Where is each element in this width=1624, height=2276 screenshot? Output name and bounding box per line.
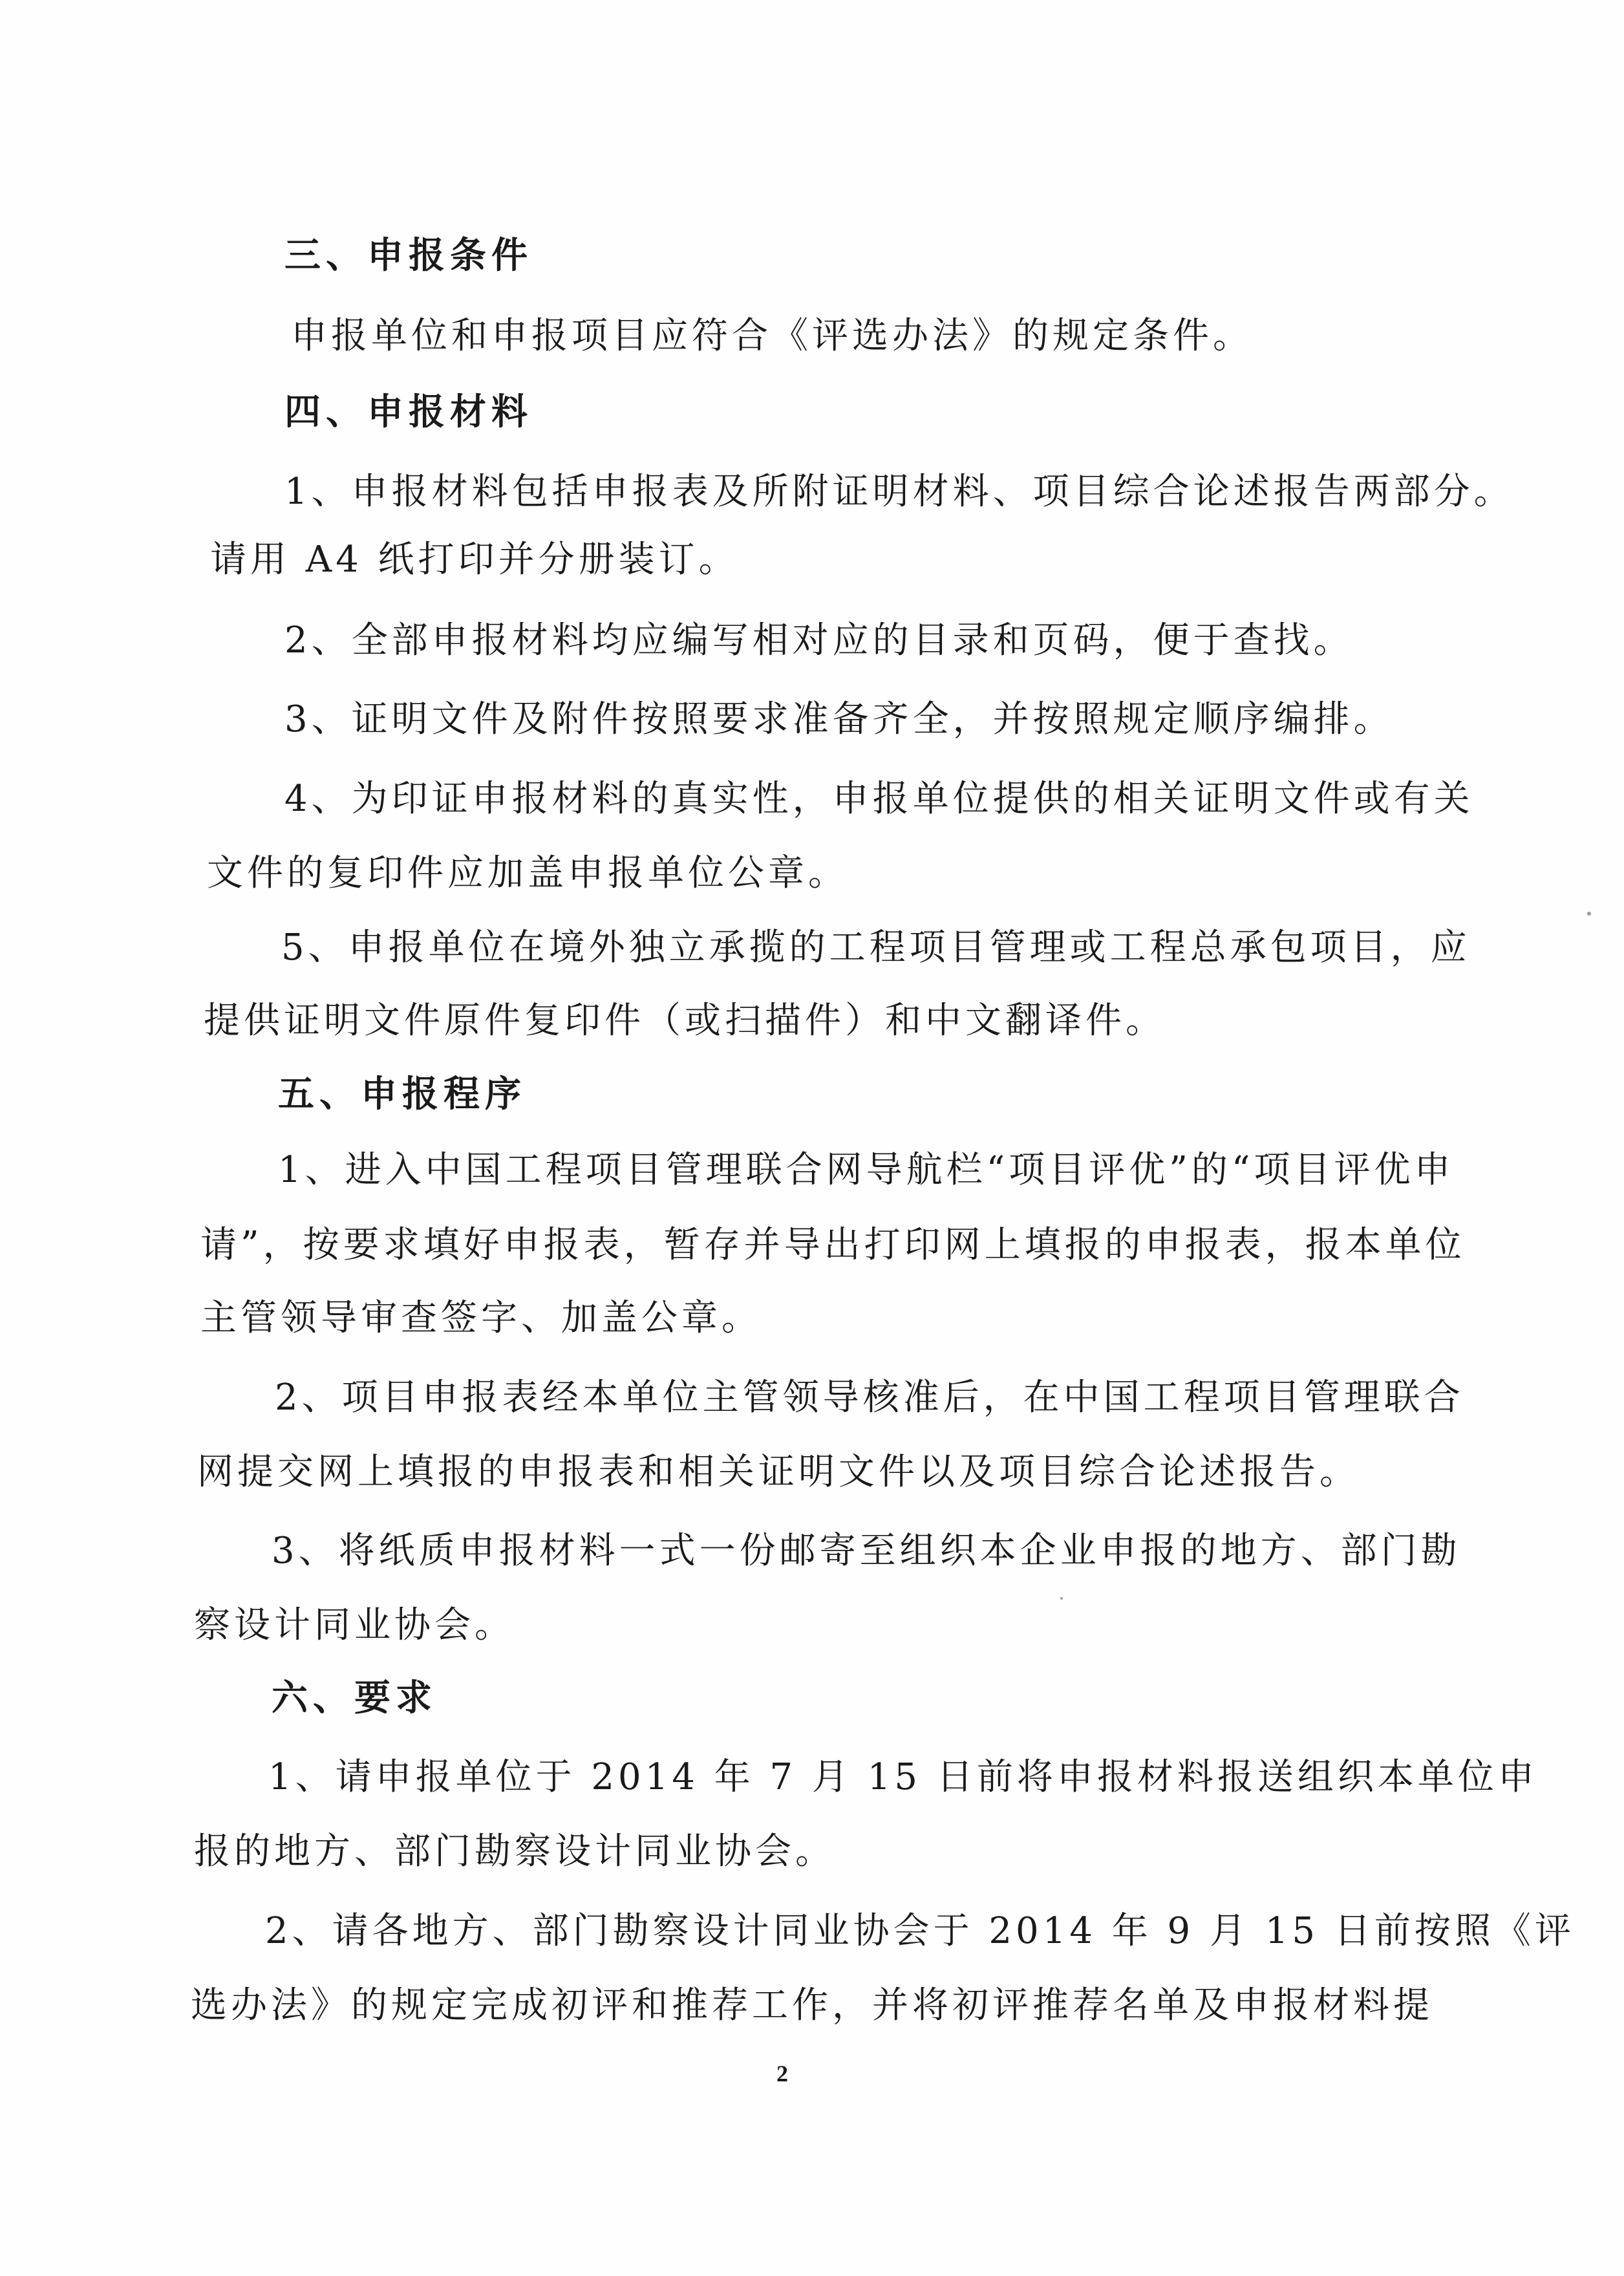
section-heading-requirements: 六、要求 xyxy=(272,1677,437,1719)
paragraph-line: 请”，按要求填好申报表，暂存并导出打印网上填报的申报表，报本单位 xyxy=(200,1224,1466,1266)
paragraph-line: 2、全部申报材料均应编写相对应的目录和页码，便于查找。 xyxy=(284,619,1354,661)
paragraph-line: 3、将纸质申报材料一式一份邮寄至组织本企业申报的地方、部门勘 xyxy=(272,1530,1461,1572)
paragraph-line: 5、申报单位在境外独立承揽的工程项目管理或工程总承包项目，应 xyxy=(281,927,1471,969)
scan-artifact xyxy=(1587,912,1591,916)
paragraph-line: 1、请申报单位于 2014 年 7 月 15 日前将申报材料报送组织本单位申 xyxy=(268,1756,1538,1798)
paragraph-line: 1、申报材料包括申报表及所附证明材料、项目综合论述报告两部分。 xyxy=(284,471,1514,513)
scan-artifact xyxy=(1060,1597,1063,1600)
paragraph-line: 文件的复印件应加盖申报单位公章。 xyxy=(207,852,848,894)
paragraph-line: 主管领导审查签字、加盖公章。 xyxy=(200,1297,762,1339)
section-heading-materials: 四、申报材料 xyxy=(284,391,533,433)
paragraph-line: 察设计同业协会。 xyxy=(194,1604,515,1646)
section-heading-procedure: 五、申报程序 xyxy=(278,1073,526,1115)
paragraph-line: 1、进入中国工程项目管理联合网导航栏“项目评优”的“项目评优申 xyxy=(278,1149,1455,1191)
paragraph-line: 4、为印证申报材料的真实性，申报单位提供的相关证明文件或有关 xyxy=(284,778,1474,820)
paragraph-line: 申报单位和申报项目应符合《评选办法》的规定条件。 xyxy=(291,315,1253,357)
paragraph-line: 2、请各地方、部门勘察设计同业协会于 2014 年 9 月 15 日前按照《评 xyxy=(265,1910,1575,1952)
paragraph-line: 3、证明文件及附件按照要求准备齐全，并按照规定顺序编排。 xyxy=(284,698,1394,740)
paragraph-line: 2、项目申报表经本单位主管领导核准后，在中国工程项目管理联合 xyxy=(275,1377,1464,1419)
paragraph-line: 报的地方、部门勘察设计同业协会。 xyxy=(194,1830,835,1873)
page-number: 2 xyxy=(776,2061,788,2087)
paragraph-line: 选办法》的规定完成初评和推荐工作，并将初评推荐名单及申报材料提 xyxy=(191,1984,1433,2026)
paragraph-line: 请用 A4 纸打印并分册装订。 xyxy=(210,539,739,581)
paragraph-line: 网提交网上填报的申报表和相关证明文件以及项目综合论述报告。 xyxy=(197,1451,1360,1493)
paragraph-line: 提供证明文件原件复印件（或扫描件）和中文翻译件。 xyxy=(204,1000,1166,1042)
section-heading-conditions: 三、申报条件 xyxy=(284,235,533,277)
